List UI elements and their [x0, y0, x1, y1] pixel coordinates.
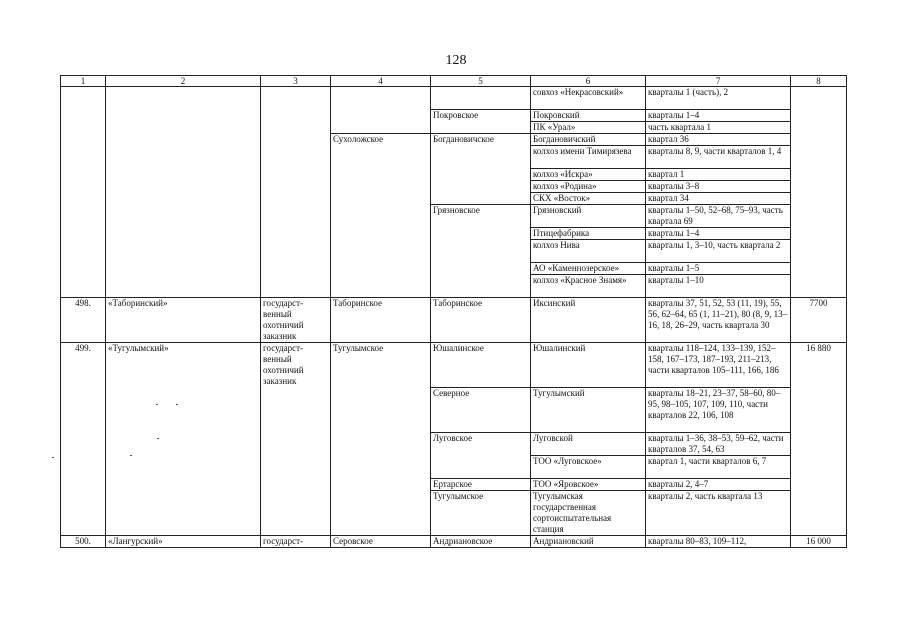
- quarters-cell: кварталы 1–5: [646, 263, 791, 275]
- quarters-cell: кварталы 80–83, 109–112,: [646, 536, 791, 548]
- quarters-cell: кварталы 2, 4–7: [646, 479, 791, 491]
- section-cell: колхоз «Красное Знамя»: [531, 275, 646, 298]
- quarters-cell: кварталы 1, 3–10, часть квартала 2: [646, 240, 791, 263]
- name-cell: [106, 87, 261, 298]
- type-cell: государст-: [261, 536, 331, 548]
- column-number: 3: [261, 76, 331, 87]
- scan-speck: [52, 457, 54, 458]
- table-row: [61, 87, 847, 110]
- page-number: 128: [445, 53, 467, 68]
- quarters-cell: кварталы 18–21, 23–37, 58–60, 80–95, 98–105, 107, 109, 110, части кварталов 22, 106, 108: [646, 388, 791, 433]
- area-cell: [791, 87, 847, 298]
- quarters-cell: кварталы 2, часть квартала 13: [646, 491, 791, 536]
- quarters-cell: кварталы 8, 9, части кварталов 1, 4: [646, 146, 791, 169]
- column-number: 6: [531, 76, 646, 87]
- forestry-cell: Таборинское: [431, 298, 531, 343]
- quarters-cell: квартал 34: [646, 193, 791, 205]
- section-cell: совхоз «Некрасовский»: [531, 87, 646, 110]
- quarters-cell: кварталы 1–10: [646, 275, 791, 298]
- section-cell: Тугулымская государственная сортоиспытательная станция: [531, 491, 646, 536]
- type-cell: государст-венный охотничий заказник: [261, 343, 331, 536]
- quarters-cell: кварталы 1–4: [646, 110, 791, 122]
- forestry-cell: Юшалинское: [431, 343, 531, 388]
- section-cell: СКХ «Восток»: [531, 193, 646, 205]
- name-cell: «Лангурский»: [106, 536, 261, 548]
- column-number: 8: [791, 76, 847, 87]
- reserves-table: [60, 75, 847, 548]
- district-cell: Тугулымское: [331, 343, 431, 536]
- section-cell: ТОО «Яровское»: [531, 479, 646, 491]
- section-cell: Богдановичский: [531, 134, 646, 146]
- forestry-cell: Покровское: [431, 110, 531, 134]
- district-cell: [331, 87, 431, 134]
- column-number-row: [61, 76, 847, 87]
- forestry-cell: Андриановское: [431, 536, 531, 548]
- quarters-cell: квартал 36: [646, 134, 791, 146]
- section-cell: колхоз Нива: [531, 240, 646, 263]
- forestry-cell: Северное: [431, 388, 531, 433]
- quarters-cell: кварталы 1 (часть), 2: [646, 87, 791, 110]
- quarters-cell: кварталы 1–36, 38–53, 59–62, части кварталов 37, 54, 63: [646, 433, 791, 456]
- forestry-cell: Богдановичское: [431, 134, 531, 205]
- scan-speck: [176, 404, 178, 405]
- forestry-cell: Тугулымское: [431, 491, 531, 536]
- number-cell: 499.: [61, 343, 106, 536]
- section-cell: колхоз имени Тимирязева: [531, 146, 646, 169]
- district-cell: Сухоложское: [331, 134, 431, 298]
- area-cell: 16 880: [791, 343, 847, 536]
- type-cell: государст-венный охотничий заказник: [261, 298, 331, 343]
- section-cell: ПК «Урал»: [531, 122, 646, 134]
- name-cell: «Таборинский»: [106, 298, 261, 343]
- area-cell: 7700: [791, 298, 847, 343]
- forestry-cell: Ертарское: [431, 479, 531, 491]
- section-cell: колхоз «Искра»: [531, 169, 646, 181]
- section-cell: Птицефабрика: [531, 228, 646, 240]
- table-row: [61, 536, 847, 548]
- quarters-cell: кварталы 37, 51, 52, 53 (11, 19), 55, 56, 62–64, 65 (1, 11–21), 80 (8, 9, 13–16, 18, 26–29, часть квартала 30: [646, 298, 791, 343]
- district-cell: Серовское: [331, 536, 431, 548]
- section-cell: АО «Каменнозерское»: [531, 263, 646, 275]
- section-cell: колхоз «Родина»: [531, 181, 646, 193]
- number-cell: 498.: [61, 298, 106, 343]
- section-cell: Грязновский: [531, 205, 646, 228]
- section-cell: Юшалинский: [531, 343, 646, 388]
- number-cell: [61, 87, 106, 298]
- quarters-cell: квартал 1, части кварталов 6, 7: [646, 456, 791, 479]
- section-cell: Тугулымский: [531, 388, 646, 433]
- table-row: [61, 343, 847, 388]
- name-cell: «Тугулымский»: [106, 343, 261, 536]
- table-row: [61, 298, 847, 343]
- column-number: 1: [61, 76, 106, 87]
- forestry-cell: Луговское: [431, 433, 531, 479]
- column-number: 7: [646, 76, 791, 87]
- column-number: 4: [331, 76, 431, 87]
- section-cell: Покровский: [531, 110, 646, 122]
- quarters-cell: кварталы 1–4: [646, 228, 791, 240]
- quarters-cell: кварталы 1–50, 52–68, 75–93, часть квартала 69: [646, 205, 791, 228]
- column-number: 2: [106, 76, 261, 87]
- quarters-cell: кварталы 3–8: [646, 181, 791, 193]
- type-cell: [261, 87, 331, 298]
- forestry-cell: Грязновское: [431, 205, 531, 298]
- forestry-cell: [431, 87, 531, 110]
- section-cell: Иксинский: [531, 298, 646, 343]
- section-cell: Луговской: [531, 433, 646, 456]
- district-cell: Таборинское: [331, 298, 431, 343]
- column-number: 5: [431, 76, 531, 87]
- quarters-cell: кварталы 118–124, 133–139, 152–158, 167–173, 187–193, 211–213, части кварталов 105–111, 166, 186: [646, 343, 791, 388]
- quarters-cell: квартал 1: [646, 169, 791, 181]
- scan-speck: [157, 438, 159, 439]
- quarters-cell: часть квартала 1: [646, 122, 791, 134]
- section-cell: Андриановский: [531, 536, 646, 548]
- area-cell: 16 000: [791, 536, 847, 548]
- section-cell: ТОО «Луговское»: [531, 456, 646, 479]
- number-cell: 500.: [61, 536, 106, 548]
- scan-speck: [156, 404, 158, 405]
- scan-speck: [130, 455, 132, 456]
